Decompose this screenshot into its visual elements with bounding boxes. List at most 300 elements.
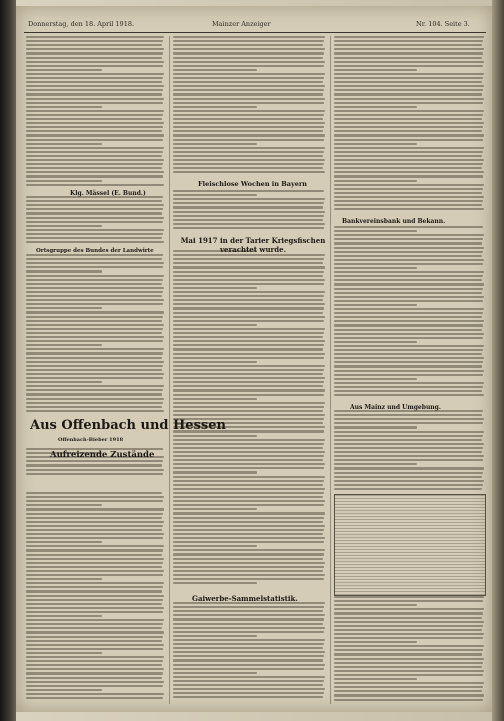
text-line <box>334 641 417 643</box>
text-line <box>173 147 325 149</box>
text-line <box>26 316 163 318</box>
text-line <box>173 254 325 256</box>
text-line <box>26 139 163 141</box>
text-line <box>26 640 162 642</box>
text-line <box>173 627 325 629</box>
text-line <box>26 595 164 597</box>
text-line <box>26 398 164 400</box>
text-line <box>334 324 483 326</box>
text-line <box>334 126 483 128</box>
text-line <box>26 311 164 313</box>
text-line <box>334 208 484 210</box>
text-line <box>173 134 325 136</box>
text-line <box>334 361 483 363</box>
text-line <box>334 422 483 424</box>
text-line <box>173 159 325 161</box>
column-middle <box>173 36 327 706</box>
text-line <box>26 529 162 531</box>
text-line <box>173 521 323 523</box>
text-line <box>173 455 324 457</box>
text-line <box>173 155 323 157</box>
text-line <box>334 455 484 457</box>
text-line <box>173 459 323 461</box>
text-line <box>334 653 482 655</box>
text-line <box>173 463 325 465</box>
text-line <box>173 369 324 371</box>
text-line <box>334 374 483 376</box>
text-line <box>173 500 325 502</box>
text-line <box>26 697 163 699</box>
text-line <box>334 106 417 108</box>
text-line <box>334 102 483 104</box>
header-page-number: Nr. 104. Seite 3. <box>416 20 470 28</box>
text-line <box>26 473 163 475</box>
headline-fleischlose: Fleischlose Wochen in Bayern <box>198 180 308 188</box>
text-line <box>334 316 482 318</box>
text-line <box>173 574 325 576</box>
text-line <box>173 373 323 375</box>
text-line <box>334 36 484 38</box>
text-line <box>26 492 162 494</box>
text-line <box>173 582 257 584</box>
text-line <box>173 684 323 686</box>
text-line <box>173 262 323 264</box>
text-line <box>173 410 323 412</box>
text-line <box>173 647 323 649</box>
text-line <box>26 279 163 281</box>
text-line <box>334 625 483 627</box>
text-line <box>173 610 323 612</box>
text-line <box>334 81 482 83</box>
text-line <box>334 175 483 177</box>
text-line <box>26 52 163 54</box>
text-line <box>173 414 325 416</box>
text-line <box>26 270 102 272</box>
text-line <box>334 118 482 120</box>
text-line <box>173 377 325 379</box>
text-line <box>334 699 483 701</box>
text-line <box>26 464 162 466</box>
text-line <box>26 126 163 128</box>
text-line <box>334 463 417 465</box>
text-line <box>26 389 163 391</box>
text-line <box>173 81 323 83</box>
text-line <box>173 435 257 437</box>
text-line <box>173 266 325 268</box>
text-line <box>334 621 484 623</box>
text-line <box>334 608 484 610</box>
text-line <box>334 57 482 59</box>
header-date: Donnerstag, den 18. April 1918. <box>28 20 135 28</box>
text-line <box>26 599 163 601</box>
text-line <box>334 378 417 380</box>
text-line <box>26 361 164 363</box>
text-line <box>173 348 323 350</box>
text-line <box>173 336 323 338</box>
text-line <box>173 102 324 104</box>
text-line <box>173 93 323 95</box>
text-line <box>173 65 324 67</box>
text-line <box>173 36 325 38</box>
text-line <box>173 316 325 318</box>
text-line <box>173 340 325 342</box>
text-line <box>26 212 162 214</box>
text-line <box>173 291 325 293</box>
text-line <box>173 211 325 213</box>
text-line <box>173 89 324 91</box>
text-line <box>334 130 482 132</box>
column-right <box>334 36 486 706</box>
text-line <box>26 106 102 108</box>
text-line <box>173 307 324 309</box>
text-line <box>334 645 484 647</box>
text-line <box>173 566 324 568</box>
text-line <box>26 208 163 210</box>
headline-aus-offenbach: Aus Offenbach und Hessen <box>30 418 226 433</box>
text-line <box>26 504 102 506</box>
advertisement-box <box>334 494 486 596</box>
text-line <box>173 114 324 116</box>
text-line <box>26 517 162 519</box>
text-line <box>173 398 257 400</box>
text-line <box>334 139 483 141</box>
text-line <box>26 545 164 547</box>
page-header <box>24 18 484 32</box>
text-line <box>334 255 482 257</box>
text-line <box>173 549 325 551</box>
text-line <box>26 393 162 395</box>
text-line <box>173 69 257 71</box>
text-line <box>26 377 163 379</box>
text-line <box>26 373 164 375</box>
text-line <box>26 460 163 462</box>
text-line <box>173 381 324 383</box>
text-line <box>26 73 164 75</box>
text-line <box>334 296 484 298</box>
text-line <box>334 447 483 449</box>
text-line <box>334 682 484 684</box>
text-line <box>173 353 325 355</box>
text-line <box>334 386 483 388</box>
text-line <box>26 681 164 683</box>
text-line <box>173 537 325 539</box>
text-line <box>334 418 484 420</box>
text-line <box>26 151 163 153</box>
text-line <box>26 65 163 67</box>
text-line <box>26 406 162 408</box>
text-line <box>26 357 162 359</box>
text-line <box>334 283 484 285</box>
text-line <box>173 525 325 527</box>
text-line <box>334 670 484 672</box>
text-line <box>173 77 324 79</box>
text-line <box>173 651 325 653</box>
text-line <box>173 206 323 208</box>
text-line <box>334 110 484 112</box>
text-line <box>26 295 162 297</box>
text-line <box>173 676 325 678</box>
text-line <box>334 658 484 660</box>
text-line <box>26 352 163 354</box>
header-title: Mainzer Anzeiger <box>212 20 271 28</box>
text-line <box>334 44 482 46</box>
text-line <box>26 689 102 691</box>
text-line <box>334 694 484 696</box>
text-line <box>26 303 163 305</box>
text-line <box>26 241 164 243</box>
text-line <box>173 631 324 633</box>
text-line <box>173 271 324 273</box>
text-line <box>173 130 323 132</box>
text-line <box>334 238 483 240</box>
text-line <box>334 686 483 688</box>
text-line <box>26 348 164 350</box>
text-line <box>173 443 324 445</box>
text-line <box>173 198 325 200</box>
text-line <box>173 167 323 169</box>
text-line <box>26 48 164 50</box>
text-line <box>173 480 324 482</box>
text-line <box>334 414 482 416</box>
text-line <box>334 337 483 339</box>
text-line <box>26 578 102 580</box>
text-line <box>334 320 484 322</box>
text-line <box>26 98 164 100</box>
text-line <box>26 508 164 510</box>
text-line <box>26 200 162 202</box>
text-line <box>173 517 324 519</box>
text-line <box>334 204 482 206</box>
text-line <box>26 611 163 613</box>
text-line <box>173 512 325 514</box>
text-line <box>173 48 325 50</box>
text-line <box>26 554 162 556</box>
text-line <box>173 303 325 305</box>
text-line <box>26 500 163 502</box>
text-line <box>26 570 164 572</box>
text-line <box>26 110 164 112</box>
text-line <box>334 192 482 194</box>
text-line <box>26 291 163 293</box>
text-line <box>173 545 257 547</box>
text-line <box>173 171 325 173</box>
text-line <box>173 508 257 510</box>
text-line <box>334 196 484 198</box>
text-line <box>26 225 102 227</box>
text-line <box>334 443 484 445</box>
text-line <box>173 57 323 59</box>
text-line <box>26 163 163 165</box>
text-line <box>26 328 163 330</box>
text-line <box>334 167 482 169</box>
headline-club: Klg. Mässel (E. Bund.) <box>70 190 146 197</box>
text-line <box>334 143 417 145</box>
text-line <box>334 341 417 343</box>
text-line <box>26 217 164 219</box>
text-line <box>334 357 484 359</box>
text-line <box>26 668 164 670</box>
text-line <box>173 541 324 543</box>
text-line <box>26 262 164 264</box>
text-line <box>26 102 163 104</box>
text-line <box>334 662 483 664</box>
text-line <box>334 251 483 253</box>
text-line <box>334 188 483 190</box>
text-line <box>26 69 102 71</box>
text-line <box>334 163 483 165</box>
headline-gaiwerbe: Gaiwerbe-Sammelstatistik. <box>192 594 298 603</box>
text-line <box>334 451 482 453</box>
text-line <box>334 89 483 91</box>
text-line <box>173 219 323 221</box>
text-line <box>334 151 483 153</box>
text-line <box>173 402 325 404</box>
text-line <box>173 672 257 674</box>
text-line <box>26 93 162 95</box>
text-line <box>26 237 162 239</box>
text-line <box>173 215 324 217</box>
text-line <box>334 230 417 232</box>
headline-ortsgruppe: Ortsgruppe des Bundes der Landwirte <box>36 248 154 254</box>
text-line <box>26 381 102 383</box>
column-divider <box>169 36 170 704</box>
text-line <box>173 227 324 229</box>
text-line <box>173 668 324 670</box>
text-line <box>26 619 164 621</box>
text-line <box>173 40 324 42</box>
text-line <box>26 254 163 256</box>
text-line <box>26 89 163 91</box>
text-line <box>173 118 323 120</box>
text-line <box>26 287 164 289</box>
text-line <box>173 275 323 277</box>
text-line <box>26 114 163 116</box>
text-line <box>173 312 323 314</box>
text-line <box>334 155 482 157</box>
text-line <box>26 623 163 625</box>
text-line <box>334 271 484 273</box>
text-line <box>26 155 162 157</box>
headline-bankverein: Bankvereinsbank und Bekann. <box>342 218 446 225</box>
text-line <box>26 85 164 87</box>
text-line <box>334 98 484 100</box>
text-line <box>173 139 324 141</box>
text-line <box>334 77 483 79</box>
text-line <box>173 163 324 165</box>
text-line <box>173 61 325 63</box>
text-line <box>334 426 417 428</box>
text-line <box>173 659 323 661</box>
text-line <box>26 159 164 161</box>
text-line <box>26 40 163 42</box>
text-line <box>26 677 162 679</box>
text-line <box>26 299 164 301</box>
text-line <box>173 223 325 225</box>
text-line <box>26 369 162 371</box>
text-line <box>26 57 162 59</box>
text-line <box>334 484 483 486</box>
text-line <box>334 674 483 676</box>
text-line <box>334 69 417 71</box>
text-line <box>173 365 325 367</box>
text-line <box>173 357 324 359</box>
text-line <box>173 126 324 128</box>
text-line <box>26 590 162 592</box>
text-line <box>26 586 163 588</box>
text-line <box>334 666 482 668</box>
text-line <box>173 692 324 694</box>
text-line <box>26 324 164 326</box>
headline-aufreizende: Aufreizende Zustände <box>50 450 155 460</box>
text-line <box>173 344 324 346</box>
text-line <box>173 194 257 196</box>
text-line <box>26 410 164 412</box>
book-binding <box>0 0 16 721</box>
text-line <box>173 467 324 469</box>
text-line <box>334 476 482 478</box>
text-line <box>26 644 164 646</box>
text-line <box>26 130 162 132</box>
text-line <box>26 537 163 539</box>
text-line <box>26 603 162 605</box>
text-line <box>26 36 164 38</box>
text-line <box>173 623 323 625</box>
text-line <box>26 496 164 498</box>
headline-mai: Mai 1917 in der Tarier Kriegsfischen verachtet wurde. <box>180 236 326 254</box>
text-line <box>26 521 164 523</box>
text-line <box>334 308 484 310</box>
text-line <box>334 147 484 149</box>
text-line <box>334 690 482 692</box>
text-line <box>26 167 162 169</box>
text-line <box>26 582 164 584</box>
text-line <box>173 484 323 486</box>
text-line <box>334 353 482 355</box>
text-line <box>26 693 164 695</box>
text-line <box>26 636 163 638</box>
text-line <box>334 394 484 396</box>
text-line <box>173 558 323 560</box>
text-line <box>334 234 484 236</box>
text-line <box>173 44 323 46</box>
text-line <box>334 480 484 482</box>
text-line <box>173 606 324 608</box>
text-line <box>334 247 484 249</box>
text-line <box>26 631 164 633</box>
text-line <box>334 637 483 639</box>
text-line <box>26 81 162 83</box>
text-line <box>173 389 325 391</box>
text-line <box>334 459 483 461</box>
text-line <box>26 685 163 687</box>
text-line <box>26 566 162 568</box>
text-line <box>173 287 257 289</box>
text-line <box>173 122 325 124</box>
headline-aus-offenbach-sub: Offenbach-Bieber 1918 <box>58 437 124 443</box>
text-line <box>26 652 102 654</box>
page-edge <box>492 0 504 721</box>
text-line <box>26 320 162 322</box>
text-line <box>26 558 164 560</box>
text-line <box>334 488 482 490</box>
text-line <box>26 61 164 63</box>
text-line <box>334 390 482 392</box>
text-line <box>26 307 102 309</box>
text-line <box>173 332 324 334</box>
text-line <box>173 279 325 281</box>
text-line <box>334 48 484 50</box>
text-line <box>173 283 324 285</box>
